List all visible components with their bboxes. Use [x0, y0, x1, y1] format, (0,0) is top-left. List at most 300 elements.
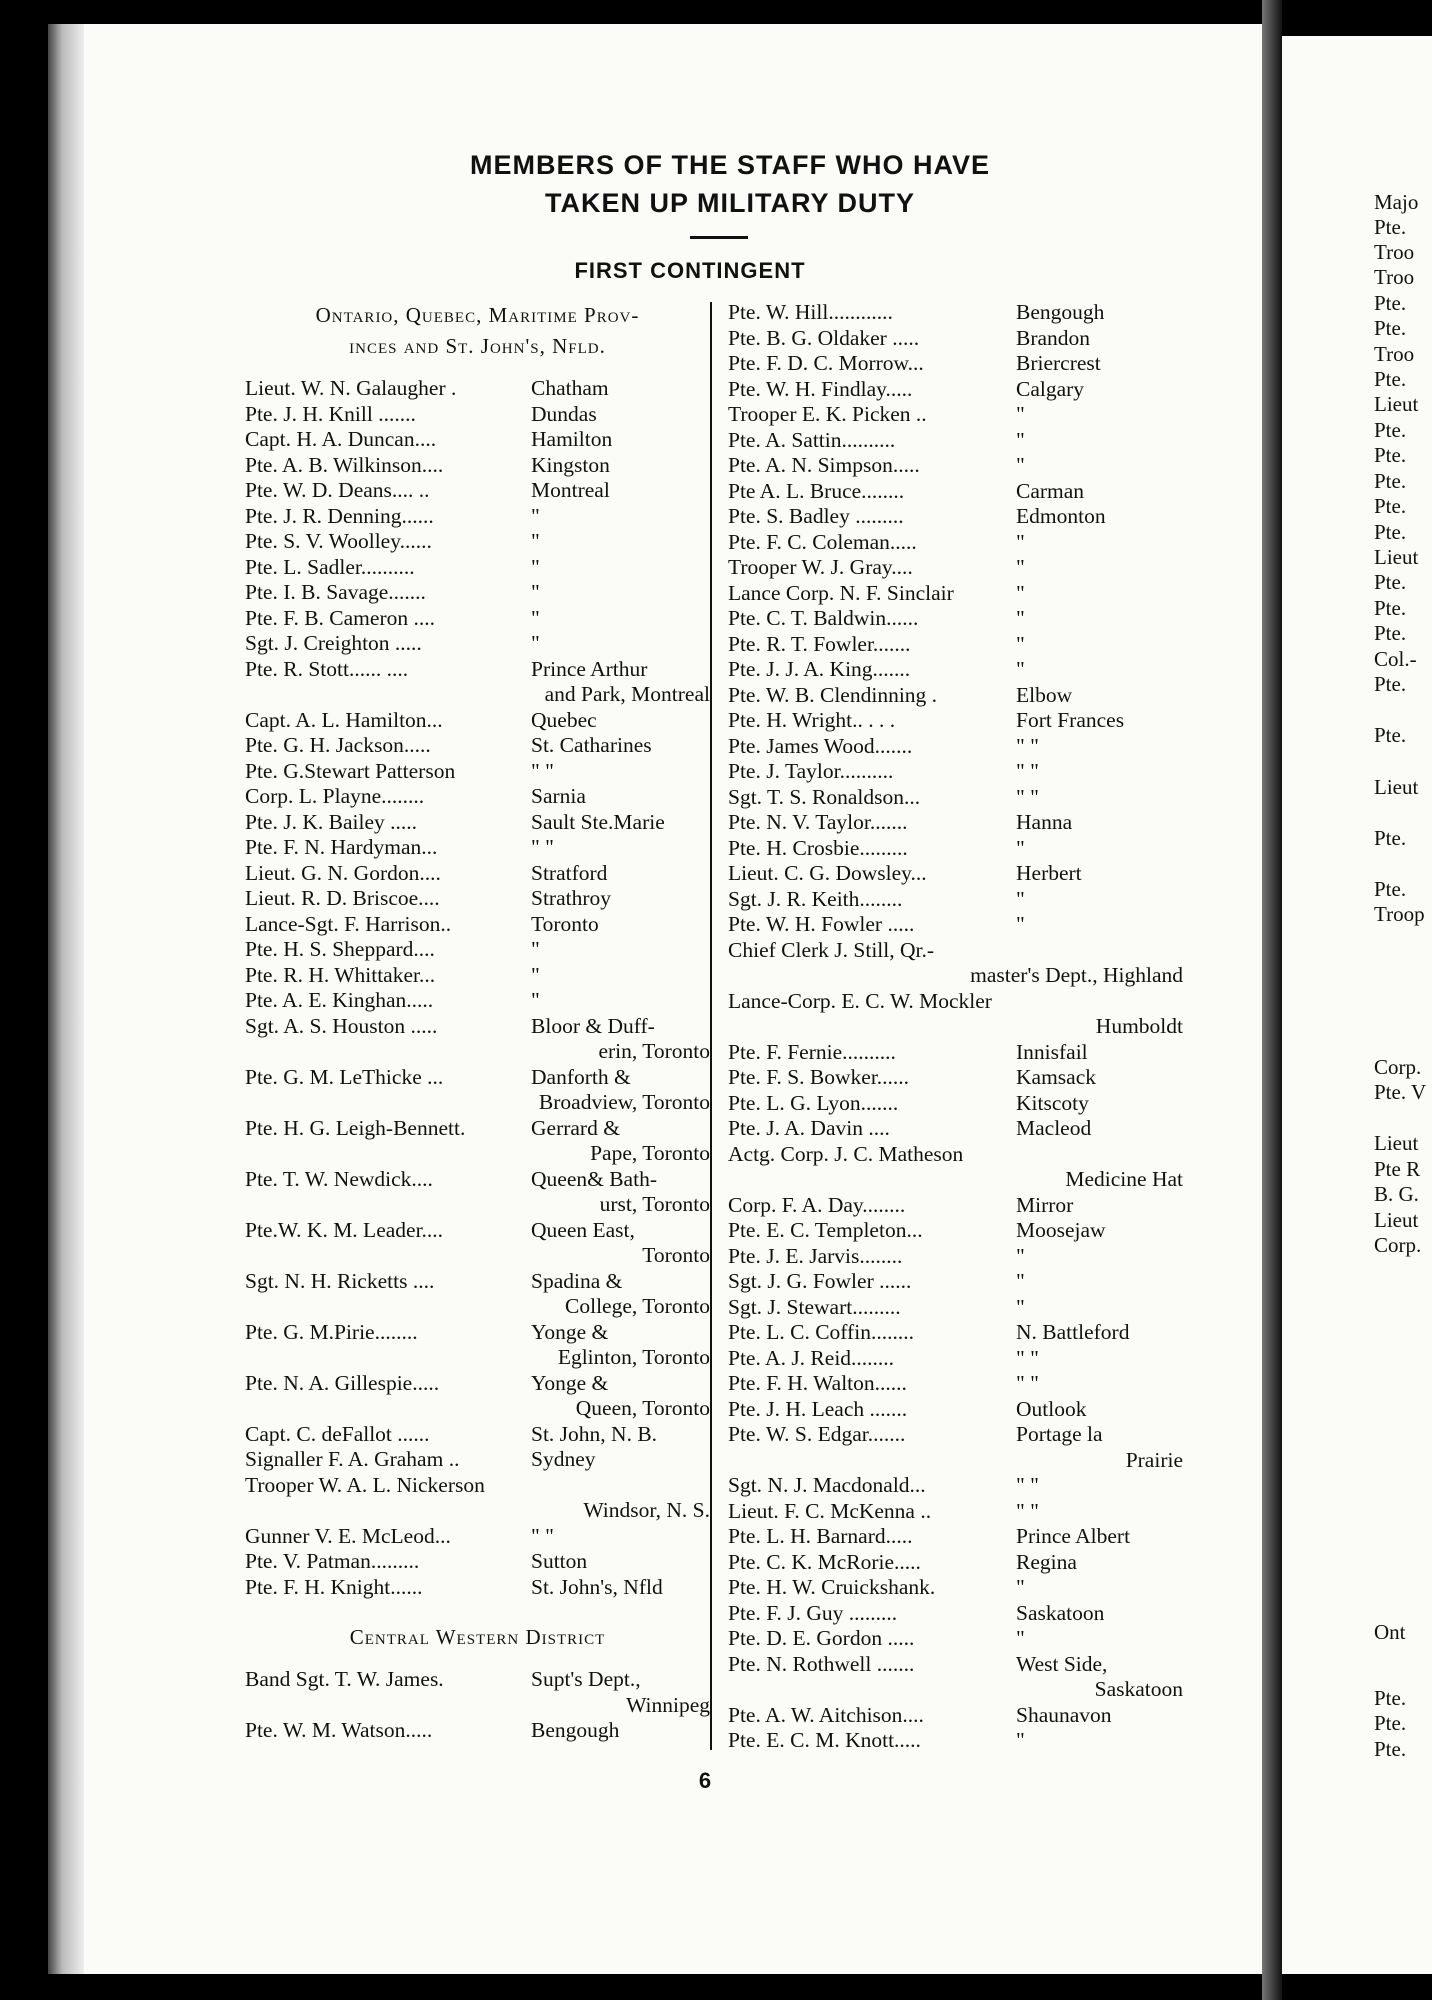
member-place-continued: and Park, Montreal — [544, 682, 710, 706]
member-name: Pte. W. H. Fowler ..... — [728, 912, 915, 936]
member-name: Pte. G. M. LeThicke ... — [245, 1064, 444, 1089]
member-name: Pte. T. W. Newdick.... — [245, 1166, 433, 1191]
member-place: " " — [531, 1523, 554, 1548]
member-place: " — [1016, 555, 1025, 579]
member-place-continued: Prairie — [1125, 1447, 1183, 1472]
member-name: Pte. F. H. Knight...... — [245, 1574, 423, 1599]
member-place: " — [1016, 657, 1025, 681]
facing-page-text-fragment: B. G. — [1374, 1182, 1419, 1206]
list-item — [245, 810, 710, 836]
list-item — [728, 1601, 1183, 1627]
member-name: Pte. H. S. Sheppard.... — [245, 937, 435, 961]
list-item — [728, 1218, 1183, 1244]
facing-page-text-fragment: Pte. — [1374, 1737, 1407, 1761]
page-title-line-2: TAKEN UP MILITARY DUTY — [544, 188, 915, 218]
member-name: Capt. C. deFallot ...... — [245, 1421, 430, 1446]
facing-page-text-fragment: Lieut — [1374, 775, 1419, 799]
member-name: Chief Clerk J. Still, Qr.- — [728, 937, 935, 962]
entry-list-western — [728, 300, 1183, 1754]
member-name: Pte A. L. Bruce........ — [728, 478, 905, 503]
list-item — [245, 1167, 710, 1218]
member-place-continued: Queen, Toronto — [575, 1396, 710, 1420]
list-item — [728, 810, 1183, 836]
list-item — [728, 530, 1183, 556]
member-name: Pte. W. M. Watson..... — [245, 1718, 433, 1742]
list-item — [728, 504, 1183, 530]
facing-page-text-fragment: Lieut — [1374, 545, 1419, 569]
facing-page-text-fragment: Ont — [1374, 1620, 1406, 1644]
list-item — [728, 938, 1183, 989]
list-item — [728, 887, 1183, 913]
list-item — [728, 734, 1183, 760]
region-heading-eastern — [245, 300, 710, 362]
list-item — [728, 555, 1183, 581]
member-place-continued: Toronto — [642, 1243, 710, 1267]
member-place: Hamilton — [531, 427, 613, 451]
list-item — [728, 1371, 1183, 1397]
member-place: " — [1016, 835, 1025, 860]
facing-page-text-fragment: Pte. — [1374, 215, 1407, 239]
list-item — [245, 402, 710, 428]
member-name: Pte. W. D. Deans.... .. — [245, 478, 430, 502]
member-name: Pte. J. A. Davin .... — [728, 1116, 890, 1140]
member-place: " " — [1016, 1498, 1039, 1523]
list-item — [245, 708, 710, 734]
member-place: " — [1016, 1243, 1025, 1268]
list-item — [245, 937, 710, 963]
member-place-continued: Medicine Hat — [1065, 1167, 1183, 1191]
list-item — [728, 1550, 1183, 1576]
member-name: Trooper E. K. Picken .. — [728, 402, 927, 426]
list-item — [245, 1269, 710, 1320]
facing-page-text-fragment: Pte. — [1374, 570, 1407, 594]
member-place: " — [531, 554, 540, 579]
member-place: Shaunavon — [1016, 1702, 1112, 1727]
member-place: Gerrard & — [531, 1115, 620, 1140]
member-name: Sgt. T. S. Ronaldson... — [728, 784, 921, 809]
member-name: Gunner V. E. McLeod... — [245, 1523, 451, 1548]
member-name: Pte. D. E. Gordon ..... — [728, 1626, 915, 1650]
list-item — [728, 989, 1183, 1040]
member-name: Sgt. A. S. Houston ..... — [245, 1013, 438, 1038]
facing-page-fragment — [1282, 36, 1432, 1974]
member-place: Chatham — [531, 376, 609, 400]
member-name: Pte. N. A. Gillespie..... — [245, 1370, 440, 1395]
list-item — [728, 377, 1183, 403]
facing-page-text-fragment: Troo — [1374, 265, 1415, 289]
member-place: " — [531, 529, 540, 553]
member-name: Pte. A. E. Kinghan..... — [245, 988, 434, 1012]
member-name: Pte. J. Taylor.......... — [728, 759, 894, 783]
facing-page-text-fragment: Pte. — [1374, 469, 1407, 493]
facing-page-text-fragment: Pte. — [1374, 367, 1407, 391]
member-name: Sgt. N. H. Ricketts .... — [245, 1268, 435, 1293]
member-place: Kitscoty — [1016, 1090, 1089, 1115]
region-heading-line-1: Ontario, Quebec, Maritime Prov- — [315, 303, 640, 327]
member-name: Pte. N. Rothwell ....... — [728, 1651, 915, 1676]
member-name: Pte. G.Stewart Patterson — [245, 758, 456, 783]
member-place: Dundas — [531, 401, 597, 426]
member-name: Pte. I. B. Savage....... — [245, 580, 426, 604]
member-place: Quebec — [531, 707, 597, 732]
list-item — [728, 1473, 1183, 1499]
member-place: " — [1016, 1626, 1025, 1650]
member-place: " — [1016, 402, 1025, 426]
member-place: N. Battleford — [1016, 1320, 1130, 1344]
member-name: Pte. A. N. Simpson..... — [728, 453, 920, 477]
member-name: Pte. A. B. Wilkinson.... — [245, 452, 444, 477]
member-name: Pte. H. Wright.. . . . — [728, 708, 896, 732]
member-place: Regina — [1016, 1549, 1077, 1574]
member-place: Yonge & — [531, 1319, 609, 1344]
member-place: " — [1016, 886, 1025, 911]
member-place: Bengough — [531, 1718, 620, 1742]
member-place: Prince Albert — [1016, 1524, 1131, 1548]
list-item — [245, 912, 710, 938]
member-place: " — [1016, 453, 1025, 477]
member-name: Pte. J. H. Leach ....... — [728, 1396, 908, 1421]
member-place: St. Catharines — [531, 733, 652, 757]
member-name: Pte. N. V. Taylor....... — [728, 810, 908, 834]
member-name: Pte. W. S. Edgar....... — [728, 1422, 906, 1446]
list-item — [728, 657, 1183, 683]
member-place-continued: Windsor, N. S. — [583, 1498, 710, 1522]
facing-page-text-fragment: Troop — [1374, 902, 1425, 926]
list-item — [245, 555, 710, 581]
list-item — [245, 835, 710, 861]
facing-page-text-fragment: Lieut — [1374, 392, 1419, 416]
member-place: " — [531, 605, 540, 630]
list-item — [245, 1667, 710, 1718]
member-name: Pte. B. G. Oldaker ..... — [728, 325, 920, 350]
member-place: Portage la — [1016, 1422, 1103, 1446]
list-item — [728, 1193, 1183, 1219]
member-place-continued: Saskatoon — [1094, 1677, 1183, 1701]
list-item — [728, 1703, 1183, 1729]
member-place: Briercrest — [1016, 351, 1101, 375]
member-name: Pte. E. C. Templeton... — [728, 1218, 923, 1242]
list-item — [728, 1269, 1183, 1295]
member-name: Pte. H. G. Leigh-Bennett. — [245, 1115, 466, 1140]
list-item — [245, 861, 710, 887]
list-item — [245, 1371, 710, 1422]
member-place: Herbert — [1016, 861, 1082, 885]
member-name: Pte. G. H. Jackson..... — [245, 733, 431, 757]
list-item — [728, 1346, 1183, 1372]
list-item — [728, 1728, 1183, 1754]
facing-page-text-fragment: Pte. — [1374, 596, 1407, 620]
member-place: Montreal — [531, 478, 610, 502]
member-place: Elbow — [1016, 682, 1073, 707]
member-place: " " — [1016, 733, 1039, 758]
member-name: Pte. L. G. Lyon....... — [728, 1090, 899, 1115]
member-place: " — [1016, 529, 1025, 554]
list-item — [728, 581, 1183, 607]
column-right — [728, 300, 1183, 1754]
list-item — [245, 427, 710, 453]
member-place: " " — [1016, 1371, 1039, 1395]
list-item — [245, 963, 710, 989]
member-place: Moosejaw — [1016, 1218, 1106, 1242]
list-item — [245, 1065, 710, 1116]
member-name: Pte.W. K. M. Leader.... — [245, 1217, 444, 1242]
facing-page-text-fragment: Pte. — [1374, 723, 1407, 747]
list-item — [245, 1320, 710, 1371]
list-item — [728, 1397, 1183, 1423]
member-place: Queen East, — [531, 1217, 635, 1242]
list-item — [728, 912, 1183, 938]
member-place: Brandon — [1016, 325, 1091, 350]
list-item — [245, 1014, 710, 1065]
member-name: Pte. J. R. Denning...... — [245, 503, 434, 528]
member-place: Sault Ste.Marie — [531, 809, 665, 834]
member-place-continued: Humboldt — [1095, 1014, 1183, 1038]
facing-page-text-fragment: Pte. — [1374, 418, 1407, 442]
member-name: Pte. James Wood....... — [728, 733, 913, 758]
member-name: Sgt. J. R. Keith........ — [728, 886, 903, 911]
member-place: Calgary — [1016, 376, 1085, 401]
facing-page-text-fragment: Troo — [1374, 342, 1415, 366]
member-name: Lieut. C. G. Dowsley... — [728, 861, 927, 885]
member-name: Pte. W. Hill............ — [728, 300, 893, 324]
member-place: Innisfail — [1016, 1039, 1088, 1064]
member-place: Toronto — [531, 911, 599, 936]
facing-page-text-fragment: Pte R — [1374, 1157, 1421, 1181]
member-place: " — [1016, 912, 1025, 936]
member-name: Pte. J. J. A. King....... — [728, 657, 911, 681]
member-name: Band Sgt. T. W. James. — [245, 1667, 444, 1691]
list-item — [728, 1040, 1183, 1066]
list-item — [245, 657, 710, 708]
member-name: Pte. L. H. Barnard..... — [728, 1524, 913, 1548]
list-item — [245, 733, 710, 759]
member-place: " — [1016, 1294, 1025, 1319]
member-name: Pte. F. C. Coleman..... — [728, 529, 917, 554]
member-name: Pte. W. H. Findlay..... — [728, 376, 913, 401]
member-place-continued: Pape, Toronto — [590, 1141, 710, 1165]
member-name: Pte. W. B. Clendinning . — [728, 682, 938, 707]
column-left — [245, 300, 710, 1744]
facing-page-text-fragment: Pte. — [1374, 520, 1407, 544]
member-place-continued: Winnipeg — [626, 1692, 710, 1717]
member-place: " — [531, 631, 540, 655]
list-item — [728, 1626, 1183, 1652]
list-item — [728, 1524, 1183, 1550]
facing-page-text-fragment: Majo — [1374, 190, 1419, 214]
member-name: Pte. S. Badley ......... — [728, 504, 904, 528]
member-place: Edmonton — [1016, 504, 1106, 528]
member-name: Pte. G. M.Pirie........ — [245, 1319, 418, 1344]
member-name: Pte. F. B. Cameron .... — [245, 605, 435, 630]
list-item — [245, 580, 710, 606]
member-place: " " — [1016, 784, 1039, 809]
list-item — [728, 683, 1183, 709]
member-place: Carman — [1016, 478, 1085, 503]
member-name: Pte. V. Patman......... — [245, 1549, 420, 1573]
list-item — [728, 479, 1183, 505]
list-item — [245, 1575, 710, 1601]
list-item — [728, 1091, 1183, 1117]
facing-page-text-fragment: Lieut — [1374, 1208, 1419, 1232]
member-place: Supt's Dept., — [531, 1667, 641, 1691]
member-name: Trooper W. A. L. Nickerson — [245, 1472, 485, 1497]
member-name: Pte. F. S. Bowker...... — [728, 1065, 910, 1089]
member-place: West Side, — [1016, 1651, 1108, 1676]
member-place: Stratford — [531, 860, 608, 885]
facing-page-text-fragment: Corp. — [1374, 1233, 1422, 1257]
list-item — [728, 1575, 1183, 1601]
list-item — [728, 1652, 1183, 1703]
member-place-continued: Broadview, Toronto — [538, 1090, 710, 1114]
member-place: Saskatoon — [1016, 1600, 1105, 1625]
list-item — [728, 708, 1183, 734]
member-place: " — [1016, 427, 1025, 452]
member-name: Pte. J. E. Jarvis........ — [728, 1243, 903, 1268]
list-item — [245, 504, 710, 530]
member-place: " — [1016, 1575, 1025, 1599]
member-place: Sydney — [531, 1447, 596, 1471]
member-name: Sgt. J. Stewart......... — [728, 1294, 901, 1319]
facing-page-text-fragment: Pte. — [1374, 826, 1407, 850]
member-name: Capt. H. A. Duncan.... — [245, 427, 437, 451]
facing-page-text-fragment: Troo — [1374, 240, 1415, 264]
member-name: Lance Corp. N. F. Sinclair — [728, 580, 954, 605]
member-name: Pte. A. W. Aitchison.... — [728, 1702, 924, 1727]
facing-page-text-fragment: Corp. — [1374, 1055, 1422, 1079]
facing-page-text-fragment: Pte. — [1374, 621, 1407, 645]
member-place: St. John, N. B. — [531, 1421, 658, 1446]
facing-page-text-fragment: Pte. — [1374, 291, 1407, 315]
member-place: Spadina & — [531, 1268, 623, 1293]
member-name: Pte. J. K. Bailey ..... — [245, 809, 417, 834]
member-name: Pte. F. H. Walton...... — [728, 1371, 907, 1395]
page-number: 6 — [698, 1768, 712, 1793]
member-name: Lieut. F. C. McKenna .. — [728, 1498, 932, 1523]
member-place: " — [1016, 606, 1025, 630]
member-place-continued: master's Dept., Highland — [970, 963, 1183, 987]
member-name: Corp. L. Playne........ — [245, 784, 425, 808]
list-item — [728, 1244, 1183, 1270]
member-place: " — [1016, 1269, 1025, 1293]
list-item — [728, 785, 1183, 811]
list-item — [728, 1320, 1183, 1346]
facing-page-text-fragment: Pte. — [1374, 1711, 1407, 1735]
list-item — [728, 1422, 1183, 1473]
member-name: Pte. J. H. Knill ....... — [245, 401, 416, 426]
member-place: " — [531, 937, 540, 961]
member-name: Pte. R. T. Fowler....... — [728, 631, 911, 656]
member-name: Actg. Corp. J. C. Matheson — [728, 1141, 964, 1166]
member-name: Pte. S. V. Woolley...... — [245, 529, 432, 553]
member-place: Prince Arthur — [531, 656, 648, 681]
member-name: Pte. C. T. Baldwin...... — [728, 606, 919, 630]
member-name: Pte. H. Crosbie......... — [728, 835, 908, 860]
facing-page-text-fragment: Pte. — [1374, 494, 1407, 518]
member-name: Signaller F. A. Graham .. — [245, 1447, 460, 1471]
member-name: Sgt. J. G. Fowler ...... — [728, 1269, 912, 1293]
member-place-continued: erin, Toronto — [598, 1039, 710, 1063]
member-place: " " — [531, 758, 554, 783]
member-name: Pte. E. C. M. Knott..... — [728, 1728, 921, 1752]
column-divider — [710, 302, 712, 1750]
list-item — [728, 1116, 1183, 1142]
facing-page-text-fragment: Pte. — [1374, 316, 1407, 340]
list-item — [245, 1473, 710, 1524]
member-place: Fort Frances — [1016, 708, 1125, 732]
member-place: " — [531, 962, 540, 987]
member-name: Lance-Corp. E. C. W. Mockler — [728, 988, 992, 1013]
member-name: Pte. C. K. McRorie..... — [728, 1549, 921, 1574]
facing-page-text-fragment: Pte. — [1374, 672, 1407, 696]
member-name: Pte. F. N. Hardyman... — [245, 835, 438, 859]
facing-page-text-fragment: Pte. — [1374, 443, 1407, 467]
list-item — [245, 1718, 710, 1744]
list-item — [245, 1549, 710, 1575]
member-place: " — [1016, 631, 1025, 656]
member-place: Kingston — [531, 452, 610, 477]
list-item — [245, 886, 710, 912]
member-name: Pte. H. W. Cruickshank. — [728, 1575, 936, 1599]
member-place: Strathroy — [531, 886, 612, 910]
list-item — [728, 759, 1183, 785]
list-item — [245, 376, 710, 402]
facing-page-text-fragment: Pte. — [1374, 877, 1407, 901]
member-name: Sgt. N. J. Macdonald... — [728, 1473, 926, 1497]
member-place: Danforth & — [531, 1064, 631, 1089]
member-name: Lieut. R. D. Briscoe.... — [245, 886, 440, 910]
member-place: " — [531, 988, 540, 1012]
facing-page-text-fragment: Col.- — [1374, 647, 1417, 671]
list-item — [245, 1422, 710, 1448]
member-place: Outlook — [1016, 1396, 1087, 1421]
list-item — [728, 402, 1183, 428]
member-name: Corp. F. A. Day........ — [728, 1192, 906, 1217]
list-item — [728, 1499, 1183, 1525]
member-place: Bengough — [1016, 300, 1105, 324]
list-item — [728, 351, 1183, 377]
member-name: Lieut. G. N. Gordon.... — [245, 860, 441, 885]
member-name: Pte. A. J. Reid........ — [728, 1345, 895, 1370]
member-place-continued: Eglinton, Toronto — [557, 1345, 710, 1369]
region-heading-line-2: inces and St. John's, Nfld. — [349, 334, 606, 358]
list-item — [245, 988, 710, 1014]
member-name: Pte. F. Fernie.......... — [728, 1039, 896, 1064]
member-name: Sgt. J. Creighton ..... — [245, 631, 422, 655]
member-name: Capt. A. L. Hamilton... — [245, 707, 443, 732]
entry-list-eastern — [245, 376, 710, 1600]
list-item — [728, 428, 1183, 454]
member-name: Lieut. W. N. Galaugher . — [245, 376, 457, 400]
member-place: Sarnia — [531, 784, 586, 808]
facing-page-text-fragment: Pte. — [1374, 1686, 1407, 1710]
member-place: " — [1016, 1728, 1025, 1752]
member-place: Yonge & — [531, 1370, 609, 1395]
member-place: " " — [1016, 1473, 1039, 1497]
list-item — [245, 1524, 710, 1550]
member-place: Bloor & Duff- — [531, 1013, 655, 1038]
list-item — [728, 632, 1183, 658]
member-place: " " — [531, 835, 554, 859]
list-item — [245, 478, 710, 504]
list-item — [728, 836, 1183, 862]
member-place: " — [1016, 580, 1025, 605]
region-heading-central-western: Central Western District — [349, 1625, 606, 1649]
list-item — [245, 529, 710, 555]
book-gutter — [1262, 0, 1282, 2000]
member-place: " — [531, 503, 540, 528]
list-item — [728, 861, 1183, 887]
member-place-continued: College, Toronto — [565, 1294, 710, 1318]
